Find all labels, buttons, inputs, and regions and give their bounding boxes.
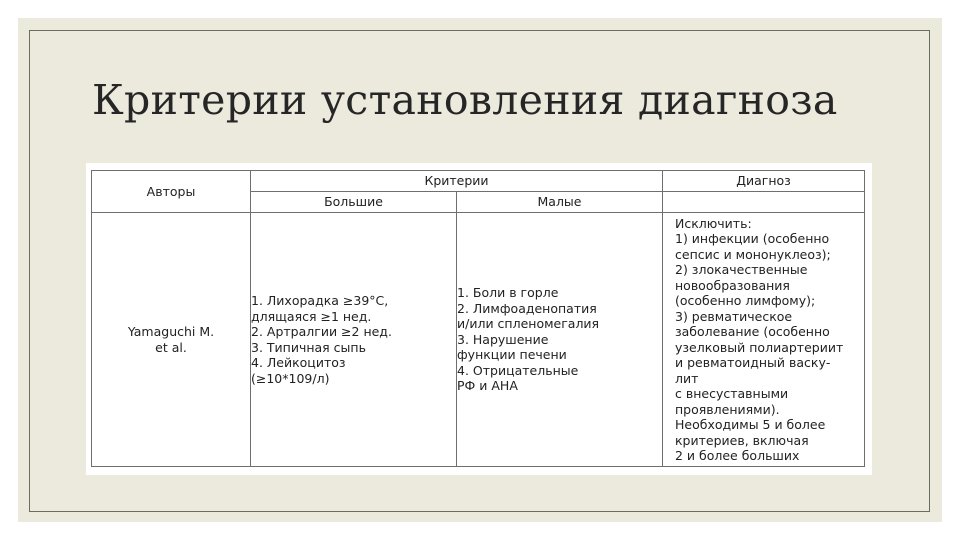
slide-title: Критерии установления диагноза xyxy=(92,76,838,124)
header-diagnosis-sub xyxy=(663,192,865,213)
diagnosis-line: лит xyxy=(675,370,699,386)
diagnosis-cell xyxy=(663,213,865,467)
major-line: (≥10*109/л) xyxy=(251,370,330,386)
criteria-table xyxy=(91,170,865,467)
header-row-1 xyxy=(92,171,865,192)
minor-line: 4. Отрицательные xyxy=(457,362,579,378)
diagnosis-line: 1) инфекции (особенно xyxy=(675,231,830,246)
minor-line: 2. Лимфоаденопатия xyxy=(457,300,597,316)
major-line: 2. Артралгии ≥2 нед. xyxy=(251,324,392,339)
header-diagnosis: Диагноз xyxy=(663,171,865,192)
header-minor: Малые xyxy=(457,192,663,213)
diagnosis-line: критериев, включая xyxy=(675,432,809,448)
diagnosis-line: 2 и более больших xyxy=(675,448,800,463)
minor-line: РФ и АНА xyxy=(457,378,518,394)
minor-line: 3. Нарушение xyxy=(457,331,549,347)
diagnosis-line: (особенно лимфому); xyxy=(675,293,816,308)
major-criteria-cell xyxy=(251,213,457,467)
minor-line: функции печени xyxy=(457,347,567,363)
diagnosis-line: 2) злокачественные xyxy=(675,262,808,277)
minor-criteria-cell xyxy=(457,213,663,467)
diagnosis-line: узелковый полиартериит xyxy=(675,339,844,355)
diagnosis-line: новообразования xyxy=(675,277,790,293)
diagnosis-line: заболевание (особенно xyxy=(675,324,830,339)
header-major: Большие xyxy=(251,192,457,213)
diagnosis-line: проявлениями). xyxy=(675,401,780,417)
diagnosis-line: 3) ревматическое xyxy=(675,308,793,324)
major-line: 1. Лихорадка ≥39°С, xyxy=(251,293,389,308)
minor-line: 1. Боли в горле xyxy=(457,285,559,301)
diagnosis-line: сепсис и мононуклеоз); xyxy=(675,246,831,262)
minor-line: и/или спленомегалия xyxy=(457,316,600,332)
header-authors: Авторы xyxy=(92,171,251,213)
table-image xyxy=(86,163,872,475)
diagnosis-line: с внесуставными xyxy=(675,386,789,401)
authors-line: et al. xyxy=(155,339,187,355)
diagnosis-line: и ревматоидный васку- xyxy=(675,355,831,370)
diagnosis-line: Необходимы 5 и более xyxy=(675,417,826,432)
authors-line: Yamaguchi M. xyxy=(127,324,215,339)
header-criteria: Критерии xyxy=(251,171,663,192)
major-line: 3. Типичная сыпь xyxy=(251,339,366,355)
major-line: 4. Лейкоцитоз xyxy=(251,355,346,370)
table-row xyxy=(92,213,865,467)
diagnosis-line: Исключить: xyxy=(675,215,752,231)
major-line: длящаяся ≥1 нед. xyxy=(251,308,372,324)
authors-cell xyxy=(92,213,251,467)
